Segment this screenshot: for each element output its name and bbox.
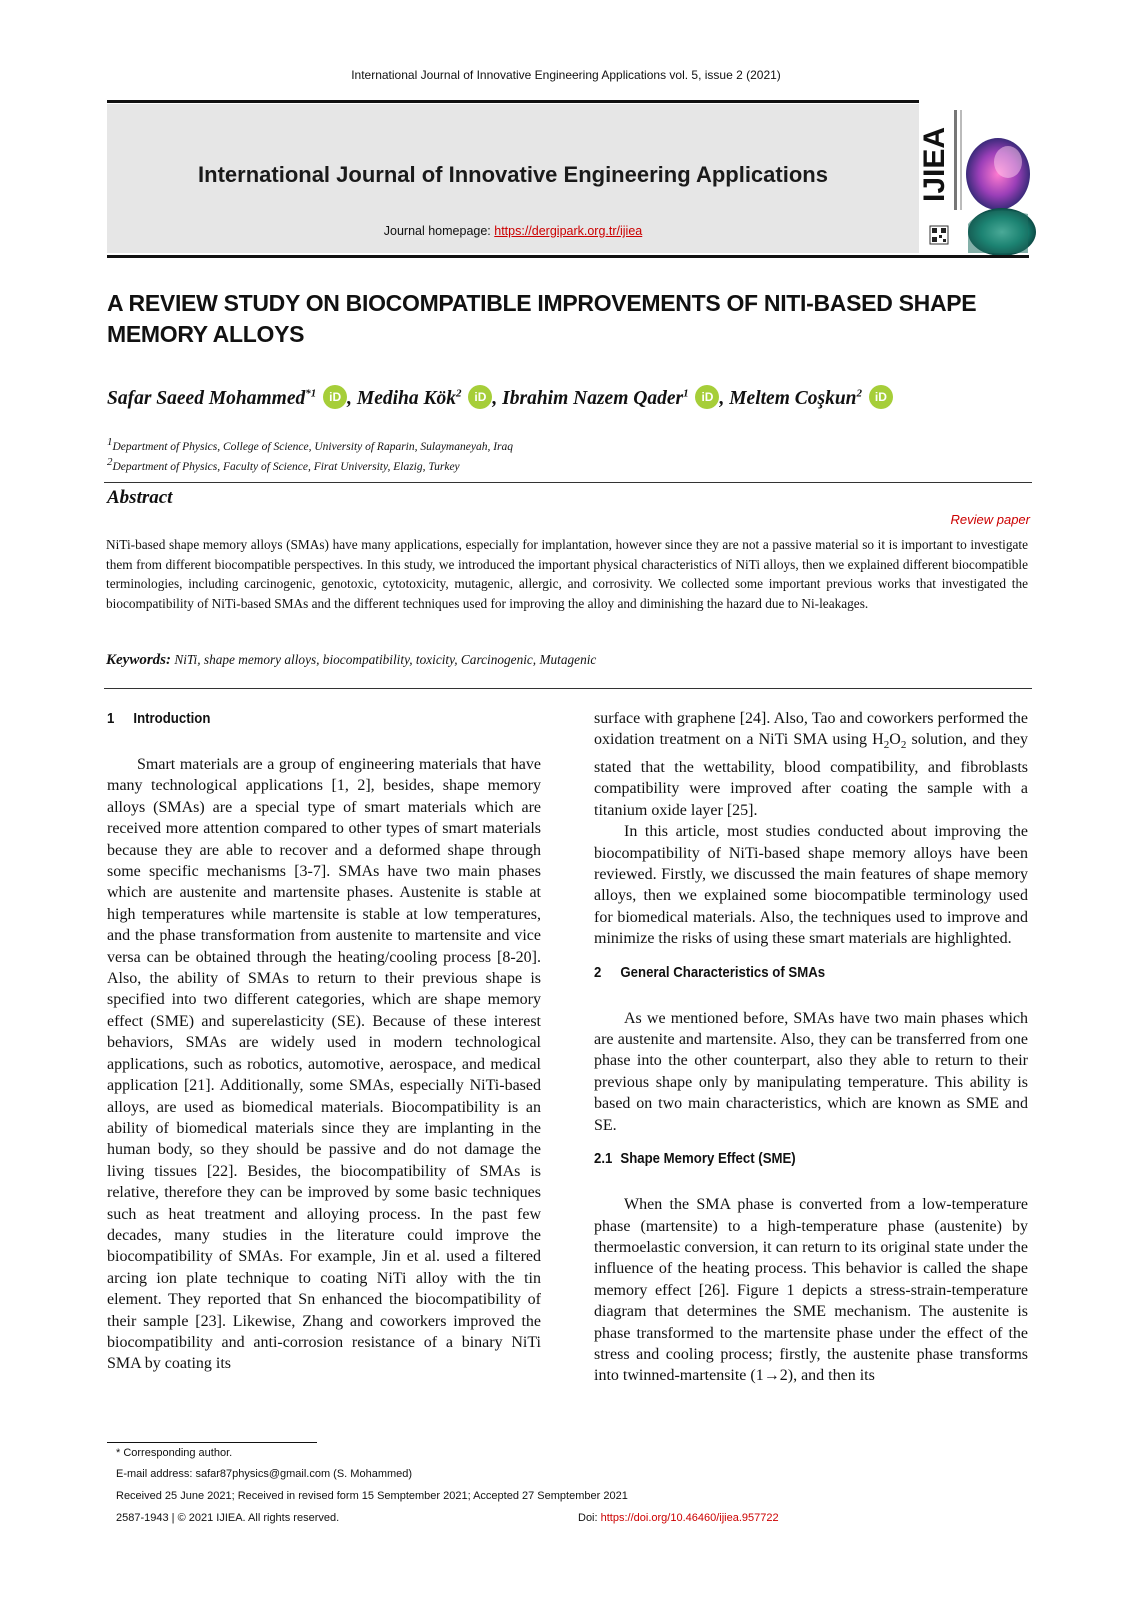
abstract-heading: Abstract — [107, 487, 173, 508]
journal-name: International Journal of Innovative Engineering Applications — [198, 162, 828, 187]
author-name: Mediha Kök — [356, 388, 457, 409]
author-name: Meltem Coşkun — [729, 388, 857, 409]
paper-type-label: Review paper — [950, 512, 1030, 527]
affiliation-line: $^1$Department of Physics, College of Science, University of Raparin, Sulaymaneyah, Iraq — [107, 436, 513, 453]
journal-homepage — [107, 224, 919, 238]
keywords-list: NiTi, shape memory alloys, biocompatibility, toxicity, Carcinogenic, Mutagenic — [174, 652, 597, 667]
section-heading: 2 General Characteristics of SMAs — [594, 963, 826, 981]
abstract-top-rule — [104, 482, 1032, 483]
author-name: Ibrahim Nazem Qader — [502, 388, 684, 409]
author-list: Safar Saeed Mohammed$^{*1}$ iD , Mediha Kök$^2$ iD , Ibrahim Nazem Qader$^1$ iD , Meltem Coşkun$^2$ iD — [107, 385, 1027, 410]
abstract-text: NiTi-based shape memory alloys (SMAs) have many applications, especially for implantation, however since they are not a passive material so it is important to investigate them from different biocompatible perspectives. In this study, we introduced the important physical characteristics of NiTi alloys, then we explained different biocompatible terminologies, including carcinogenic, genotoxic, cytotoxicity, mutagenic, allergic, and corrosivity. We collected some important previous works that investigated the biocompatibility of NiTi-based SMAs and the different techniques used for improving the alloy and diminishing the hazard due to Ni-leakages. — [106, 537, 1028, 611]
running-head: International Journal of Innovative Engineering Applications vol. 5, issue 2 (2021) — [351, 68, 781, 82]
email-note: E-mail address: safar87physics@gmail.com (S. Mohammed) — [116, 1468, 413, 1480]
cover-logo-text: IJIEA — [918, 126, 951, 202]
doi — [578, 1512, 779, 1524]
received-dates: Received 25 June 2021; Received in revised form 15 Semptember 2021; Accepted 27 Semptember 2021 — [116, 1490, 628, 1502]
author-affiliation-mark: 2 — [856, 387, 863, 400]
paper-title: A REVIEW STUDY ON BIOCOMPATIBLE IMPROVEMENTS OF NITI-BASED SHAPE MEMORY ALLOYS — [107, 290, 977, 347]
author-affiliation-mark: 2 — [456, 387, 462, 400]
section-heading: 1 Introduction — [107, 710, 211, 727]
keywords-label: Keywords: — [106, 652, 171, 668]
right-column — [594, 708, 1028, 1387]
orcid-icon[interactable]: iD — [468, 385, 492, 409]
body-paragraph: surface with graphene [24]. Also, Tao and coworkers performed the oxidation treatment on a NiTi SMA using $H_2O_2$ solution, and they stated that the wettability, blood compatibility, and fibroblasts compatibility were improved after coating the sample with a titanium oxide layer [25]. — [594, 710, 1028, 819]
orcid-icon[interactable]: iD — [695, 385, 719, 409]
journal-cover-image — [918, 104, 1028, 253]
orcid-icon[interactable]: iD — [869, 385, 893, 409]
subsection-heading: 2.1 Shape Memory Effect (SME) — [594, 1150, 796, 1168]
body-paragraph: As we mentioned before, SMAs have two main phases which are austenite and martensite. Also, they can be transferred from one phase into the other counterpart, also they able to return to their previous shape only by manipulating temperature. This ability is based on two main characteristics, which are known as SME and SE. — [594, 1009, 1028, 1134]
body-paragraph: In this article, most studies conducted about improving the biocompatibility of NiTi-based shape memory alloys have been reviewed. Firstly, we discussed the main features of shape memory alloys, then we explained some biocompatible terminology used for biomedical materials. Also, the techniques used to improve and minimize the risks of using these smart materials are highlighted. — [594, 823, 1028, 948]
author-affiliation-mark: 1 — [683, 387, 689, 400]
corresponding-author-note: * Corresponding author. — [116, 1447, 233, 1459]
banner-top-rule — [107, 100, 919, 103]
left-column — [107, 708, 541, 1375]
abstract-bottom-rule — [104, 688, 1032, 689]
homepage-link[interactable]: https://dergipark.org.tr/ijiea — [494, 224, 643, 238]
body-paragraph: When the SMA phase is converted from a low-temperature phase (martensite) to a high-temperature phase (austenite) by thermoelastic conversion, it can return to its original state under the influence of the heating process. This behavior is called the shape memory effect [26]. Figure 1 depicts a stress-strain-temperature diagram that determines the SME mechanism. The austenite is phase transformed to the martensite phase under the effect of the stress and cooling process; firstly, the austenite phase transforms into twinned-martensite (1→2), and then its — [594, 1196, 1028, 1385]
author-name: Safar Saeed Mohammed — [107, 388, 306, 409]
author-affiliation-mark: *1 — [305, 387, 317, 400]
doi-label: Doi: — [578, 1512, 601, 1524]
homepage-label: Journal homepage: — [383, 224, 495, 238]
doi-link[interactable]: https://doi.org/10.46460/ijiea.957722 — [600, 1512, 779, 1524]
orcid-icon[interactable]: iD — [323, 385, 347, 409]
affiliations — [107, 435, 1007, 475]
keywords — [106, 652, 1028, 669]
journal-banner — [107, 104, 919, 253]
body-paragraph: Smart materials are a group of engineering materials that have many technological applications [1, 2], besides, shape memory alloys (SMAs) are a special type of smart materials which are received more attention compared to other types of smart materials because they are able to recover and a deformed shape through some specific mechanisms [3-7]. SMAs have two main phases which are austenite and martensite phases. Austenite is stable at high temperatures while martensite is stable at low temperatures, and the phase transformation from austenite to martensite and vice versa can be obtained through the heating/cooling process [8-20]. Also, the ability of SMAs to return to their previous shape is specified into two different categories, which are shape memory effect (SME) and superelasticity (SE). Because of these interest behaviors, SMAs are widely used in modern technological applications, such as robotics, automotive, aerospace, and medical application [21]. Additionally, some SMAs, especially NiTi-based alloys, are used as biomedical materials. Biocompatibility is an ability of biomedical materials since they are implanting in the human body, so they should be passive and do not damage the living tissues [22]. Besides, the biocompatibility of SMAs is relative, therefore they can be improved by some basic techniques such as heat treatment and alloying process. In the past few decades, many studies in the literature could improve the biocompatibility of SMAs. For example, Jin et al. used a filtered arcing ion plate technique to coating NiTi alloy with the tin element. They reported that Sn enhanced the biocompatibility of their sample [23]. Likewise, Zhang and coworkers improved the biocompatibility and anti-corrosion resistance of a binary NiTi SMA by coating its — [107, 756, 541, 1373]
banner-bottom-rule — [107, 255, 1029, 258]
affiliation-line: $^2$Department of Physics, Faculty of Science, Firat University, Elazig, Turkey — [107, 455, 460, 473]
copyright: 2587-1943 | © 2021 IJIEA. All rights reserved. — [116, 1512, 340, 1524]
footnote-rule — [107, 1442, 317, 1443]
